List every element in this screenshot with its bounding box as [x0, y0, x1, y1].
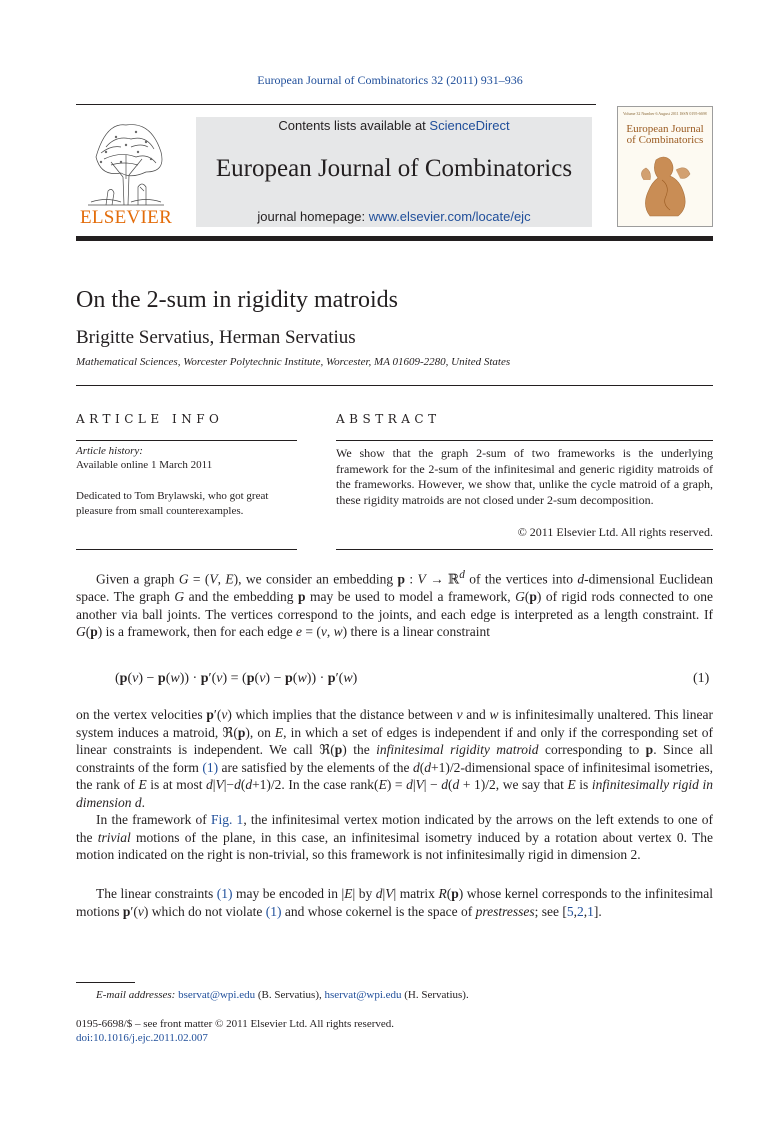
body-paragraph-1: Given a graph G = (V, E), we consider an embedding p : V → ℝ$^d$ of the vertices into d-dimensional Euclidean space. The graph G and the embedding p may be used to model a framework, G(p) of rigid rods connected to one another via ball joints. The vertices correspond to the joints, and each edge is interpreted as a length constraint. If G(p) is a framework, then for each edge e = (v, w) there is a linear constraint — [76, 569, 713, 639]
journal-title: European Journal of Combinatorics — [215, 155, 573, 182]
body-paragraph-2: on the vertex velocities p′(v) which implies that the distance between v and w is infinitesimally unaltered. This linear system induces a matroid, ℜ(p), on E, in which a set of edges is independent if and only if the corresponding set of linear constraints is independent. We call ℜ(p) the infinitesimal rigidity matroid corresponding to p. Since all constraints of the form (1) are satisfied by the elements of the d(d+1)/2-dimensional space of infinitesimal isometries, the rank of E is at most d|V|−d(d+1)/2. In the case rank(E) = d|V| − d(d + 1)/2, we say that E is infinitesimally rigid in dimension d. — [76, 707, 714, 810]
issn-line: 0195-6698/$ – see front matter © 2011 Elsevier Ltd. All rights reserved. — [76, 1018, 395, 1030]
homepage-line — [196, 209, 592, 224]
equation-1: (p(v) − p(w)) · p′(v) = (p(v) − p(w)) · p′(w) — [115, 671, 358, 686]
equation-ref-link[interactable]: (1) — [216, 886, 233, 901]
citation-link[interactable]: 5 — [566, 903, 574, 919]
footnote-emails: E-mail addresses: bservat@wpi.edu (B. Servatius), hservat@wpi.edu (H. Servatius). — [96, 989, 469, 1001]
journal-reference[interactable]: European Journal of Combinatorics 32 (2011) 931–936 — [257, 73, 523, 87]
copyright: © 2011 Elsevier Ltd. All rights reserved. — [517, 525, 713, 539]
email-link[interactable]: hservat@wpi.edu — [324, 989, 402, 1001]
homepage-prefix: journal homepage: — [257, 209, 369, 224]
cover-title: European Journal of Combinatorics — [626, 123, 704, 146]
equation-ref-link[interactable]: (1) — [202, 759, 219, 775]
article-info-heading: ARTICLE INFO — [76, 412, 224, 426]
doi-link[interactable]: doi:10.1016/j.ejc.2011.02.007 — [76, 1032, 208, 1044]
elsevier-wordmark: ELSEVIER — [79, 207, 173, 228]
abstract-rule-top — [336, 440, 713, 441]
section-rule — [76, 385, 713, 386]
masthead-rule — [76, 236, 713, 241]
cover-header: Volume 32 Number 6 August 2011 ISSN 0195-6698 — [623, 111, 707, 116]
abstract-rule-bottom — [336, 549, 713, 550]
history-label: Article history: — [76, 445, 143, 457]
email-link[interactable]: bservat@wpi.edu — [178, 989, 256, 1001]
top-rule — [76, 104, 596, 105]
info-rule-top — [76, 440, 297, 441]
citation-link[interactable]: 2 — [577, 903, 584, 919]
affiliation: Mathematical Sciences, Worcester Polytechnic Institute, Worcester, MA 01609-2280, United States — [76, 356, 511, 368]
homepage-link[interactable]: www.elsevier.com/locate/ejc — [368, 209, 531, 224]
body-paragraph-4: The linear constraints (1) may be encoded in |E| by d|V| matrix R(p) whose kernel corresponds to the infinitesimal motions p′(v) which do not violate (1) and whose cokernel is the space of prestresses; see [5,2,1]. — [76, 886, 714, 919]
authors: Brigitte Servatius, Herman Servatius — [76, 327, 356, 348]
abstract-heading: ABSTRACT — [336, 412, 441, 426]
contents-line — [196, 118, 592, 133]
footnote-rule — [76, 982, 135, 983]
sciencedirect-link[interactable]: ScienceDirect — [429, 118, 510, 133]
info-rule-bottom — [76, 549, 297, 550]
contents-prefix: Contents lists available at — [278, 118, 430, 133]
abstract-text: We show that the graph 2-sum of two frameworks is the underlying framework for the 2-sum of the infinitesimal and generic rigidity matroids of the frameworks. However, we show that, unlike the cycle matroid of a graph, these rigidity matroids are not closed under 2-sum decomposition. — [336, 446, 713, 507]
cover-illustration-icon — [636, 150, 694, 220]
citation-link[interactable]: 1 — [587, 903, 594, 919]
equation-ref-link[interactable]: (1) — [265, 903, 282, 919]
dedication: Dedicated to Tom Brylawski, who got great pleasure from small counterexamples. — [76, 490, 269, 517]
figure-ref-link[interactable]: Fig. 1 — [210, 812, 244, 827]
paper-title: On the 2-sum in rigidity matroids — [76, 287, 398, 313]
history-value: Available online 1 March 2011 — [76, 459, 213, 471]
equation-number: (1) — [693, 671, 710, 686]
body-paragraph-3: In the framework of Fig. 1, the infinitesimal vertex motion indicated by the arrows on the left extends to one of the trivial motions of the plane, in this case, an infinitesimal isometry induced by a rotation about vertex 0. The motion indicated on the right is non-trivial, so this framework is not infinitesimally rigid in dimension 2. — [76, 812, 713, 862]
